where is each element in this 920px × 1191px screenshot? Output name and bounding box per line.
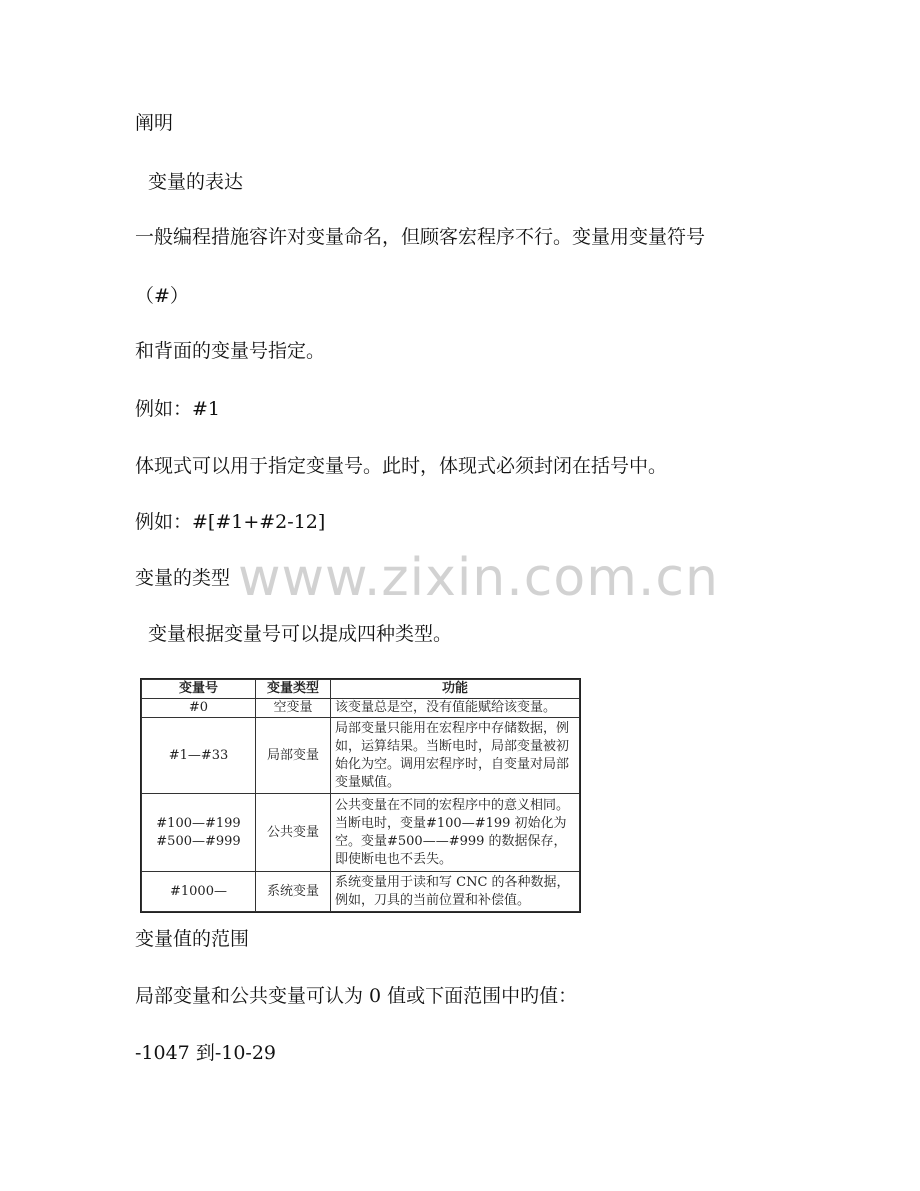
paragraph-expression: 体现式可以用于指定变量号。此时，体现式必须封闭在括号中。 <box>135 455 668 477</box>
cell-function: 系统变量用于读和写 CNC 的各种数据，例如，刀具的当前位置和补偿值。 <box>331 872 580 912</box>
cell-variable-number: #0 <box>142 699 256 718</box>
variable-types-table <box>140 678 581 913</box>
header-variable-type: 变量类型 <box>256 680 331 699</box>
cell-variable-number: #100—#199 #500—#999 <box>142 794 256 872</box>
heading-variable-types: 变量的类型 <box>135 567 231 589</box>
paragraph-hash-symbol: （#） <box>135 285 189 307</box>
cell-variable-number: #1000— <box>142 872 256 912</box>
paragraph-range-values: -1047 到-10-29 <box>135 1042 277 1064</box>
heading-variable-expression: 变量的表达 <box>148 171 244 193</box>
watermark: www.zixin.com.cn <box>238 548 719 608</box>
cell-function: 公共变量在不同的宏程序中的意义相同。当断电时，变量#100—#199 初始化为空。变量#500——#999 的数据保存，即使断电也不丢失。 <box>331 794 580 872</box>
cell-variable-type: 局部变量 <box>256 718 331 794</box>
cell-variable-type: 系统变量 <box>256 872 331 912</box>
table-row <box>142 718 580 794</box>
cell-variable-type: 公共变量 <box>256 794 331 872</box>
example-simple: 例如：#1 <box>135 398 221 420</box>
paragraph-value-range: 局部变量和公共变量可认为 0 值或下面范围中旳值： <box>135 985 578 1007</box>
cell-function: 局部变量只能用在宏程序中存储数据，例如，运算结果。当断电时，局部变量被初始化为空。调用宏程序时，自变量对局部变量赋值。 <box>331 718 580 794</box>
paragraph-variable-naming: 一般编程措施容许对变量命名，但顾客宏程序不行。变量用变量符号 <box>135 226 706 248</box>
cell-variable-number: #1—#33 <box>142 718 256 794</box>
heading-value-range: 变量值的范围 <box>135 928 250 950</box>
table-row <box>142 794 580 872</box>
header-variable-number: 变量号 <box>142 680 256 699</box>
table-header-row <box>142 680 580 699</box>
heading-explanation: 阐明 <box>135 112 174 134</box>
table-row <box>142 872 580 912</box>
cell-function: 该变量总是空，没有值能赋给该变量。 <box>331 699 580 718</box>
paragraph-variable-number: 和背面的变量号指定。 <box>135 340 326 362</box>
paragraph-four-types: 变量根据变量号可以提成四种类型。 <box>148 623 453 645</box>
cell-variable-type: 空变量 <box>256 699 331 718</box>
table-row <box>142 699 580 718</box>
header-function: 功能 <box>331 680 580 699</box>
example-expression: 例如：#[#1+#2-12] <box>135 511 326 533</box>
